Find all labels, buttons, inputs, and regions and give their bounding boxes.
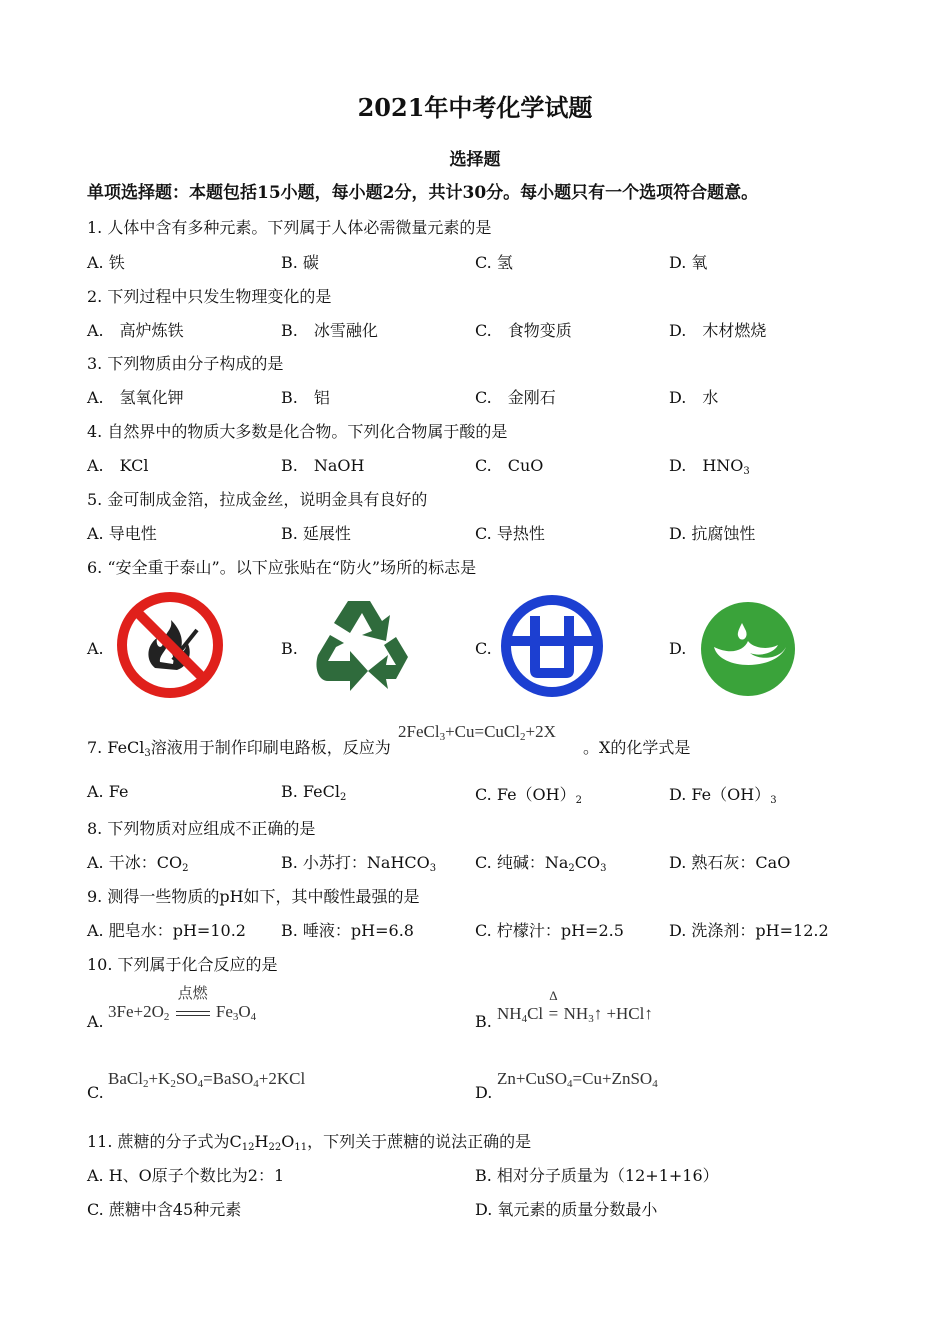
no-fire-sign-icon xyxy=(115,590,225,700)
q1-option-b: B. 碳 xyxy=(281,253,319,272)
q3-option-a: A. 氢氧化钾 xyxy=(87,388,184,407)
q10a-equation: $3Fe+2O_2$ 点燃 $Fe_3O_4$ xyxy=(108,986,257,1023)
q3-option-c: C. 金刚石 xyxy=(475,388,556,407)
q6-option-c: C. xyxy=(475,639,492,658)
q6-option-a: A. xyxy=(87,639,104,658)
q11-option-c: C. 蔗糖中含45种元素 xyxy=(87,1200,242,1219)
question-4: 4. 自然界中的物质大多数是化合物。下列化合物属于酸的是 xyxy=(87,422,508,441)
q7-equation: 2FeCl$_3$+Cu=CuCl$_2$+2X xyxy=(398,722,556,743)
q7-option-c: C. $Fe(OH)_2$ xyxy=(475,785,582,806)
q10-option-d: D. xyxy=(475,1083,493,1102)
instruction: 单项选择题：本题包括15小题，每小题2分，共计30分。每小题只有一个选项符合题意。 xyxy=(87,183,759,203)
q9-option-a: A. 肥皂水：pH=10.2 xyxy=(87,921,246,940)
q8-option-a: A. 干冰：$CO_2$ xyxy=(87,853,189,874)
q3-option-d: D. 水 xyxy=(669,388,719,407)
q1-option-d: D. 氧 xyxy=(669,253,708,272)
q5-option-a: A. 导电性 xyxy=(87,524,157,543)
q4-option-b: B. NaOH xyxy=(281,456,365,475)
q1-option-a: A. 铁 xyxy=(87,253,125,272)
q7-option-b: B. FeCl$_2$ xyxy=(281,782,347,803)
q8-option-c: C. 纯碱：$Na_2CO_3$ xyxy=(475,853,607,874)
q2-option-a: A. 高炉炼铁 xyxy=(87,321,184,340)
q4-option-a: A. KCl xyxy=(87,456,149,475)
q9-option-d: D. 洗涤剂：pH=12.2 xyxy=(669,921,829,940)
q3-option-b: B. 铝 xyxy=(281,388,330,407)
q6-option-d: D. xyxy=(669,639,687,658)
recycle-sign-icon xyxy=(310,595,418,699)
q10-option-c: C. xyxy=(87,1083,104,1102)
question-7: 7. FeCl$_3$溶液用于制作印刷电路板，反应为 xyxy=(87,738,391,759)
q7-option-a: A. Fe xyxy=(87,782,129,801)
blue-circle-sign-icon xyxy=(500,594,604,698)
q5-option-c: C. 导热性 xyxy=(475,524,545,543)
page-title: 2021年中考化学试题 xyxy=(357,93,593,122)
q10d-equation: Zn+CuSO$_4$=Cu+ZnSO$_4$ xyxy=(497,1069,658,1090)
q8-option-b: B. 小苏打：NaHCO$_3$ xyxy=(281,853,437,874)
question-2: 2. 下列过程中只发生物理变化的是 xyxy=(87,287,332,306)
q9-option-c: C. 柠檬汁：pH=2.5 xyxy=(475,921,624,940)
q2-option-d: D. 木材燃烧 xyxy=(669,321,767,340)
q10-option-b: B. xyxy=(475,1012,492,1031)
question-10: 10. 下列属于化合反应的是 xyxy=(87,955,278,974)
water-saving-sign-icon xyxy=(700,601,796,697)
q7-option-d: D. $Fe(OH)_3$ xyxy=(669,785,777,806)
q4-option-c: C. CuO xyxy=(475,456,544,475)
q8-option-d: D. 熟石灰：CaO xyxy=(669,853,791,872)
question-5: 5. 金可制成金箔，拉成金丝，说明金具有良好的 xyxy=(87,490,428,509)
q2-option-c: C. 食物变质 xyxy=(475,321,572,340)
q4-option-d: D. $HNO_3$ xyxy=(669,456,750,477)
section-subtitle: 选择题 xyxy=(449,150,501,170)
q9-option-b: B. 唾液：pH=6.8 xyxy=(281,921,414,940)
q5-option-b: B. 延展性 xyxy=(281,524,351,543)
question-11: 11. 蔗糖的分子式为$C_{12}H_{22}O_{11}$，下列关于蔗糖的说法正确的是 xyxy=(87,1132,532,1153)
q10c-equation: $BaCl_2+K_2SO_4=BaSO_4+2KCl$ xyxy=(108,1069,306,1090)
question-6: 6. “安全重于泰山”。以下应张贴在“防火”场所的标志是 xyxy=(87,558,477,577)
q11-option-d: D. 氧元素的质量分数最小 xyxy=(475,1200,658,1219)
q6-option-b: B. xyxy=(281,639,298,658)
question-9: 9. 测得一些物质的pH如下，其中酸性最强的是 xyxy=(87,887,420,906)
question-3: 3. 下列物质由分子构成的是 xyxy=(87,354,284,373)
q5-option-d: D. 抗腐蚀性 xyxy=(669,524,756,543)
q2-option-b: B. 冰雪融化 xyxy=(281,321,378,340)
question-1: 1. 人体中含有多种元素。下列属于人体必需微量元素的是 xyxy=(87,218,492,237)
question-8: 8. 下列物质对应组成不正确的是 xyxy=(87,819,316,838)
q11-option-b: B. 相对分子质量为（12+1+16） xyxy=(475,1166,719,1185)
q10b-equation: $NH_4Cl$ Δ = $NH_3↑$ +HCl↑ xyxy=(497,988,653,1025)
q10-option-a: A. xyxy=(87,1012,104,1031)
q1-option-c: C. 氢 xyxy=(475,253,513,272)
q11-option-a: A. H、O原子个数比为2：1 xyxy=(87,1166,285,1185)
question-7-tail: 。X的化学式是 xyxy=(583,738,691,757)
